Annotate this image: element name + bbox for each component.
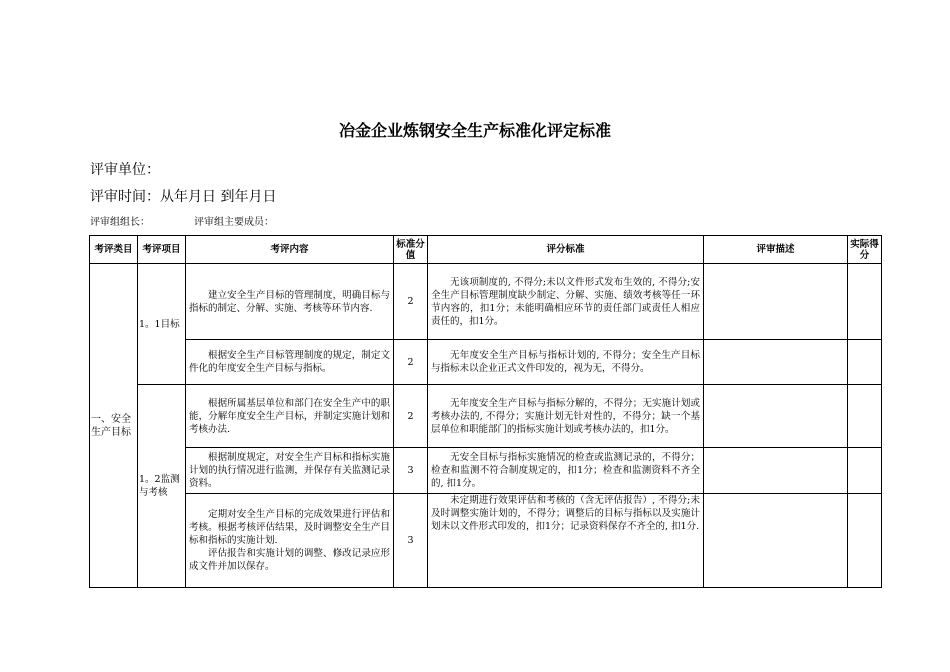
header-item: 考评项目 — [138, 236, 186, 264]
item-cell: 1。2监测与考核 — [138, 385, 186, 588]
team-leader-label: 评审组组长： — [90, 217, 150, 228]
review-time-label: 评审时间：从年月日 到年月日 — [90, 189, 277, 205]
header-description: 评审描述 — [704, 236, 848, 264]
category-cell: 一、安全生产目标 — [90, 264, 138, 588]
actual-score-cell[interactable] — [848, 340, 882, 385]
description-cell[interactable] — [704, 494, 848, 588]
header-criteria: 评分标准 — [428, 236, 704, 264]
header-category: 考评类目 — [90, 236, 138, 264]
table-row — [90, 340, 882, 385]
table-row — [90, 448, 882, 494]
content-cell: 建立安全生产目标的管理制度，明确目标与指标的制定、分解、实施、考核等环节内容. — [186, 264, 394, 340]
criteria-cell: 无年度安全生产目标与指标计划的, 不得分；安全生产目标与指标未以企业正式文件印发的，视为无，不得分。 — [428, 340, 704, 385]
actual-score-cell[interactable] — [848, 385, 882, 448]
score-cell: 2 — [394, 264, 428, 340]
description-cell[interactable] — [704, 340, 848, 385]
criteria-cell: 未定期进行效果评估和考核的（含无评估报告）, 不得分;未及时调整实施计划的，不得分；调整后的目标与指标以及实施计划未以文件形式印发的，扣1分；记录资料保存不齐全的, 扣1分. — [428, 494, 704, 588]
criteria-cell: 无年度安全生产目标与指标分解的，不得分；无实施计划或考核办法的, 不得分；实施计划无针对性的，不得分；缺一个基层单位和职能部门的指标实施计划或考核办法的，扣1分。 — [428, 385, 704, 448]
content-cell: 根据制度规定，对安全生产目标和指标实施计划的执行情况进行监测，并保存有关监测记录资料。 — [186, 448, 394, 494]
content-cell: 根据所属基层单位和部门在安全生产中的职能，分解年度安全生产目标，并制定实施计划和考核办法. — [186, 385, 394, 448]
header-row — [90, 236, 882, 264]
evaluation-table — [89, 235, 882, 588]
score-cell: 2 — [394, 340, 428, 385]
score-cell: 3 — [394, 448, 428, 494]
header-content: 考评内容 — [186, 236, 394, 264]
item-cell: 1。1目标 — [138, 264, 186, 385]
description-cell[interactable] — [704, 448, 848, 494]
description-cell[interactable] — [704, 385, 848, 448]
table-row — [90, 264, 882, 340]
actual-score-cell[interactable] — [848, 264, 882, 340]
team-members-label: 评审组主要成员： — [194, 217, 274, 228]
table-row — [90, 385, 882, 448]
review-unit-label: 评审单位： — [90, 162, 160, 178]
description-cell[interactable] — [704, 264, 848, 340]
review-team-line — [90, 213, 274, 228]
content-cell: 定期对安全生产目标的完成效果进行评估和考核。根据考核评估结果，及时调整安全生产目标和指标的实施计划. 评估报告和实施计划的调整、修改记录应形成文件并加以保存。 — [186, 494, 394, 588]
document-title: 冶金企业炼钢安全生产标准化评定标准 — [338, 121, 611, 140]
criteria-cell: 无该项制度的, 不得分;未以文件形式发布生效的, 不得分;安全生产目标管理制度缺少制定、分解、实施、绩效考核等任一环节内容的，扣1分；未能明确相应环节的责任部门或责任人相应责任的，扣1分。 — [428, 264, 704, 340]
actual-score-cell[interactable] — [848, 448, 882, 494]
criteria-cell: 无安全目标与指标实施情况的检查或监测记录的，不得分；检查和监测不符合制度规定的，扣1分；检查和监测资料不齐全的, 扣1分。 — [428, 448, 704, 494]
content-cell: 根据安全生产目标管理制度的规定，制定文件化的年度安全生产目标与指标。 — [186, 340, 394, 385]
table-row — [90, 494, 882, 588]
header-score: 标准分值 — [394, 236, 428, 264]
header-actual-score: 实际得分 — [848, 236, 882, 264]
score-cell: 2 — [394, 385, 428, 448]
actual-score-cell[interactable] — [848, 494, 882, 588]
score-cell: 3 — [394, 494, 428, 588]
